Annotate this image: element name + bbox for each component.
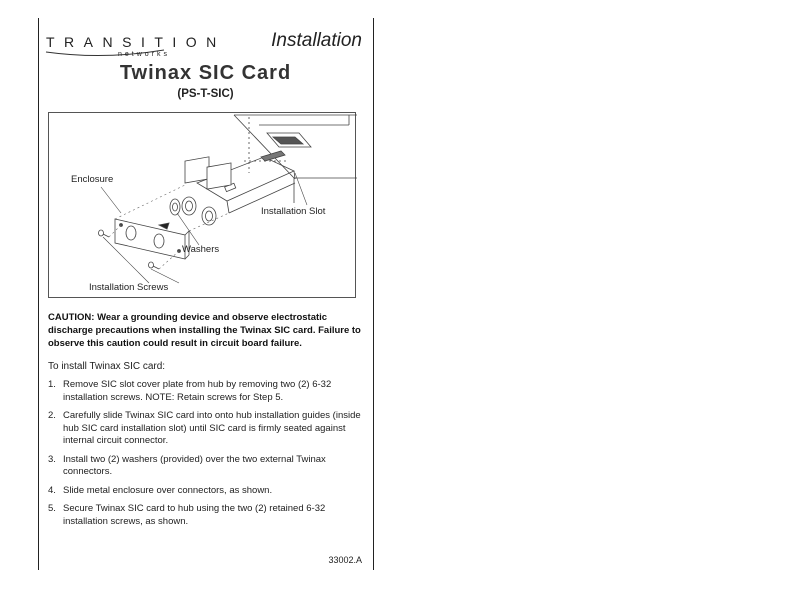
step-number: 1. — [48, 379, 56, 390]
step-text: Slide metal enclosure over connectors, as shown. — [63, 484, 273, 496]
document-number: 33002.A — [328, 555, 362, 565]
step-number: 5. — [48, 503, 56, 514]
model-number: (PS-T-SIC) — [177, 88, 234, 100]
step-text: Carefully slide Twinax SIC card into onto hub installation guides (inside hub SIC card installation slot) until SIC card is firmly seated against internal circuit connector. — [63, 410, 361, 446]
installation-diagram — [48, 112, 356, 298]
installation-slot-label: Installation Slot — [261, 206, 326, 217]
step-item — [48, 485, 364, 498]
washers-label: Washers — [182, 244, 220, 255]
step-item — [48, 454, 364, 479]
step-number: 2. — [48, 410, 56, 421]
step-item — [48, 410, 364, 448]
instructions-intro: To install Twinax SIC card: — [48, 361, 166, 372]
step-item — [48, 503, 364, 528]
logo-text: TRANSITION — [46, 34, 226, 50]
logo-subtext: networks — [118, 51, 171, 58]
step-text: Secure Twinax SIC card to hub using the two (2) retained 6-32 installation screws, as shown. — [63, 503, 326, 527]
step-text: Remove SIC slot cover plate from hub by removing two (2) 6-32 installation screws. NOTE: Retain screws for Step 5. — [63, 379, 332, 403]
step-number: 3. — [48, 453, 56, 465]
caution-notice: CAUTION: Wear a grounding device and observe electrostatic discharge precautions when installing the Twinax SIC card. Failure to observe this caution could result in circuit board failure. — [48, 312, 361, 349]
installation-steps — [48, 379, 364, 534]
step-number: 4. — [48, 484, 56, 496]
enclosure-label: Enclosure — [71, 174, 114, 185]
washers — [159, 199, 180, 229]
section-title: Installation — [271, 30, 362, 51]
left-border-rule — [38, 18, 39, 570]
twinax-connectors — [182, 157, 231, 225]
right-border-rule — [373, 18, 374, 570]
installation-screws-label: Installation Screws — [89, 282, 169, 293]
step-text: Install two (2) washers (provided) over the two external Twinax connectors. — [63, 453, 326, 477]
page-title: Twinax SIC Card — [119, 62, 292, 84]
enclosure-plate — [115, 219, 189, 259]
step-item — [48, 379, 364, 404]
